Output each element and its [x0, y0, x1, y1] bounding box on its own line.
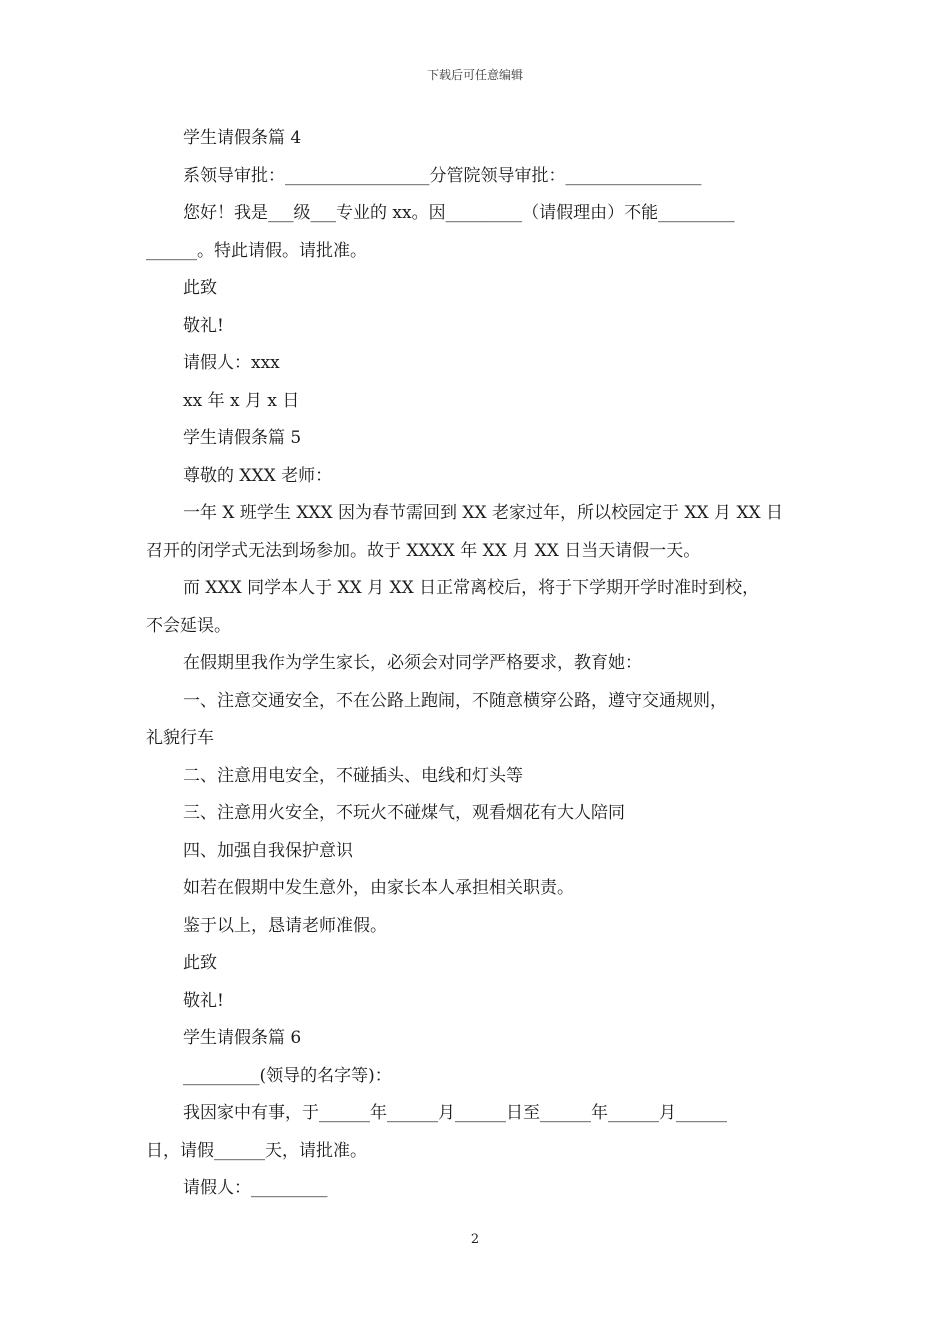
paragraph: 学生请假条篇 4: [183, 128, 302, 148]
paragraph: xx 年 x 月 x 日: [183, 390, 300, 411]
paragraph: 如若在假期中发生意外，由家长本人承担相关职责。: [183, 878, 574, 898]
paragraph: 三、注意用火安全，不玩火不碰煤气，观看烟花有大人陪同: [183, 803, 625, 823]
paragraph: 请假人：_________: [183, 1178, 328, 1198]
paragraph: 您好！我是___级___专业的 xx。因_________（请假理由）不能_________: [183, 203, 735, 223]
document-body: [146, 120, 808, 1208]
page-number: 2: [470, 1232, 480, 1247]
paragraph: 学生请假条篇 6: [183, 1028, 302, 1048]
paragraph: 系领导审批：_________________分管院领导审批：________________: [183, 165, 702, 186]
paragraph: 尊敬的 XXX 老师：: [183, 465, 333, 486]
paragraph: 敬礼!: [183, 990, 224, 1011]
paragraph: 而 XXX 同学本人于 XX 月 XX 日正常离校后，将于下学期开学时准时到校，: [183, 578, 760, 598]
paragraph: ______。特此请假。请批准。: [146, 240, 367, 261]
paragraph: _________(领导的名字等)：: [183, 1065, 392, 1086]
paragraph: 请假人：xxx: [183, 353, 280, 373]
paragraph: 敬礼!: [183, 315, 224, 336]
paragraph: 此致: [183, 953, 217, 973]
paragraph: 召开的闭学式无法到场参加。故于 XXXX 年 XX 月 XX 日当天请假一天。: [146, 540, 701, 561]
paragraph: 学生请假条篇 5: [183, 428, 302, 448]
paragraph: 一、注意交通安全，不在公路上跑闹，不随意横穿公路，遵守交通规则，: [183, 690, 727, 711]
page-header: 下载后可任意编辑: [426, 68, 523, 82]
paragraph: 此致: [183, 278, 217, 298]
paragraph: 在假期里我作为学生家长，必须会对同学严格要求，教育她：: [183, 653, 642, 673]
paragraph: 二、注意用电安全，不碰插头、电线和灯头等: [183, 765, 523, 786]
paragraph: 日，请假______天，请批准。: [146, 1140, 367, 1161]
paragraph: 鉴于以上，恳请老师准假。: [183, 915, 387, 936]
paragraph: 礼貌行车: [146, 728, 214, 748]
paragraph: 一年 X 班学生 XXX 因为春节需回到 XX 老家过年，所以校园定于 XX 月 XX 日: [183, 503, 784, 523]
paragraph: 四、加强自我保护意识: [183, 840, 353, 861]
paragraph: 不会延误。: [146, 615, 231, 636]
paragraph: 我因家中有事，于______年______月______日至______年______月______: [183, 1103, 727, 1123]
